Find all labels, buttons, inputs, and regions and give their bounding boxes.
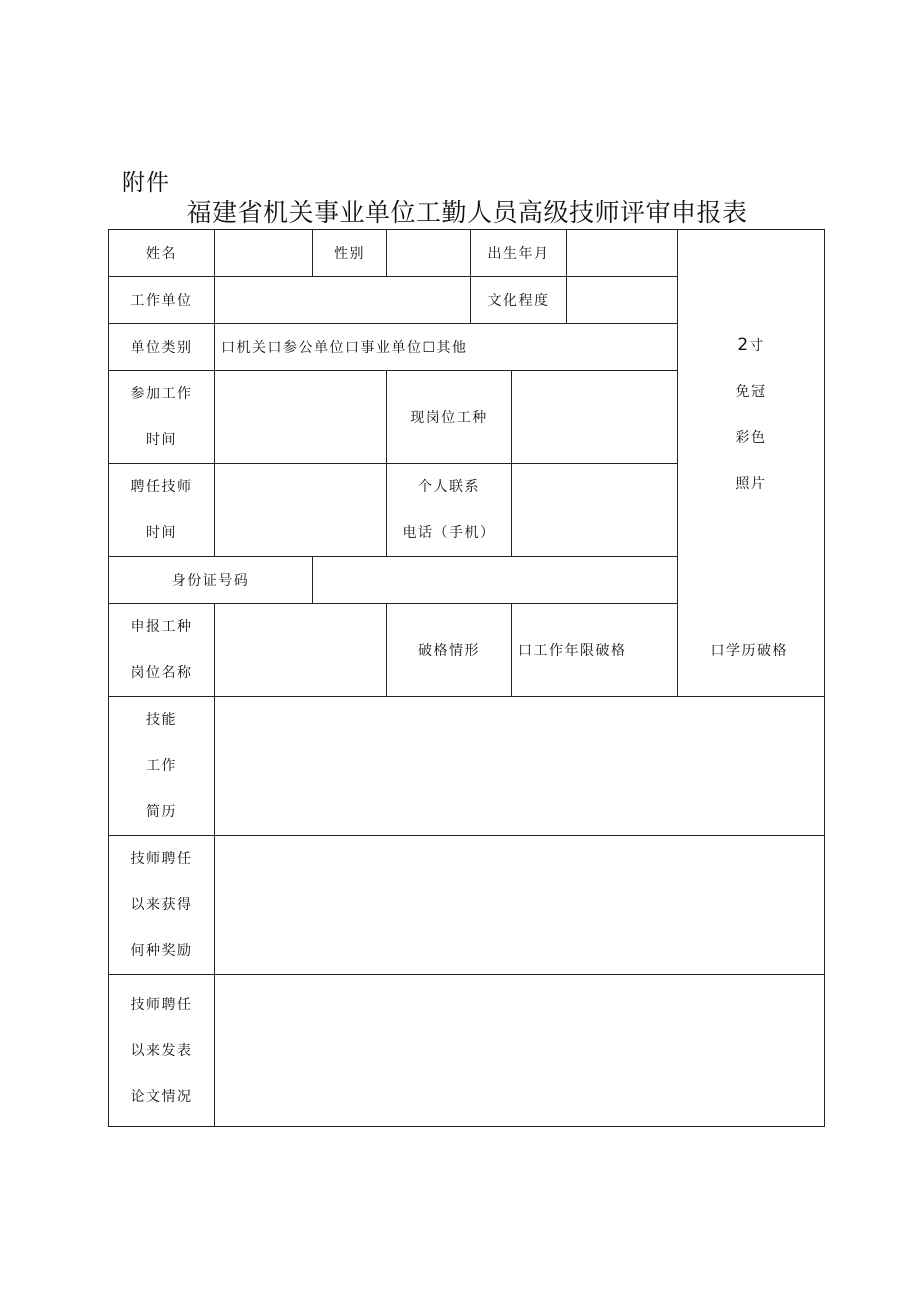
apply-label	[109, 604, 215, 697]
awards-label-line-1: 技师聘任	[130, 851, 193, 867]
tech-hire-field[interactable]	[215, 464, 387, 557]
work-start-label	[109, 371, 215, 464]
apply-label-line-1: 申报工种	[130, 619, 193, 635]
name-label: 姓名	[109, 230, 215, 277]
awards-label-line-2: 以来获得	[130, 897, 193, 913]
apply-label-line-2: 岗位名称	[130, 665, 193, 681]
awards-label	[109, 836, 215, 975]
resume-label-line-2: 工作	[146, 758, 177, 774]
exception-options	[512, 604, 825, 697]
work-start-label-line-1: 参加工作	[130, 386, 193, 402]
current-post-label: 现岗位工种	[387, 371, 512, 464]
attachment-label: 附件	[122, 170, 170, 196]
unit-type-label: 单位类别	[109, 324, 215, 371]
employer-label: 工作单位	[109, 277, 215, 324]
papers-field[interactable]	[215, 975, 825, 1127]
resume-field[interactable]	[215, 697, 825, 836]
photo-line-3: 彩色	[735, 430, 767, 446]
exception-option-work-years[interactable]: 口工作年限破格	[518, 643, 627, 659]
work-start-label-line-2: 时间	[146, 432, 177, 448]
name-field[interactable]	[215, 230, 313, 277]
papers-label	[109, 975, 215, 1127]
education-label: 文化程度	[471, 277, 567, 324]
papers-label-line-1: 技师聘任	[130, 996, 193, 1013]
photo-line-2: 免冠	[735, 384, 767, 400]
papers-label-line-2: 以来发表	[130, 1042, 193, 1059]
tech-hire-label-line-1: 聘任技师	[130, 479, 193, 495]
exception-label: 破格情形	[387, 604, 512, 697]
id-label: 身份证号码	[109, 557, 313, 604]
apply-field[interactable]	[215, 604, 387, 697]
phone-field[interactable]	[512, 464, 678, 557]
tech-hire-label-line-2: 时间	[146, 525, 177, 541]
awards-field[interactable]	[215, 836, 825, 975]
gender-label: 性别	[313, 230, 387, 277]
unit-type-options[interactable]: 口机关口参公单位口事业单位☐其他	[215, 324, 678, 371]
tech-hire-label	[109, 464, 215, 557]
form-title: 福建省机关事业单位工勤人员高级技师评审申报表	[186, 198, 748, 227]
work-start-field[interactable]	[215, 371, 387, 464]
photo-size-unit: 寸	[749, 338, 765, 354]
id-field[interactable]	[313, 557, 678, 604]
phone-label-line-2: 电话（手机）	[402, 525, 496, 541]
phone-label-line-1: 个人联系	[418, 479, 480, 495]
phone-label	[387, 464, 512, 557]
resume-label	[109, 697, 215, 836]
photo-line-4: 照片	[735, 476, 767, 492]
education-field[interactable]	[567, 277, 678, 324]
birth-field[interactable]	[567, 230, 678, 277]
gender-field[interactable]	[387, 230, 471, 277]
photo-size: 2	[737, 335, 750, 355]
resume-label-line-3: 简历	[146, 804, 177, 820]
birth-label: 出生年月	[471, 230, 567, 277]
exception-option-education[interactable]: 口学历破格	[710, 643, 788, 659]
current-post-field[interactable]	[512, 371, 678, 464]
awards-label-line-3: 何种奖励	[130, 943, 193, 959]
resume-label-line-1: 技能	[146, 712, 177, 728]
papers-label-line-3: 论文情况	[130, 1088, 193, 1105]
application-form	[108, 229, 825, 1127]
employer-field[interactable]	[215, 277, 471, 324]
